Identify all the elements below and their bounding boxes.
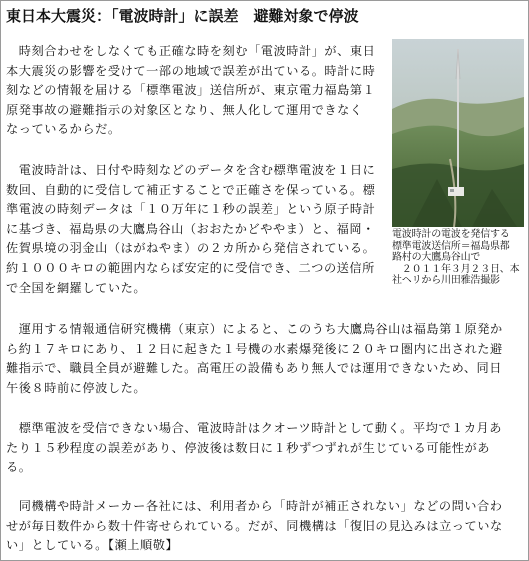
text-line: 同機構や時計メーカー各社には、利用者から「時計が補正されない」などの問い合わ [6,499,503,513]
text-line: せが毎日数件から数十件寄せられている。だが、同機構は「復旧の見込みは立っていな [6,518,503,533]
text-line: 午後８時前に停波した。 [6,380,147,395]
text-line: い」としている。【瀬上順敬】 [6,538,179,553]
text-line: 電波時計は、日付や時刻などのデータを含む標準電波を１日に [6,163,376,177]
text-line: 原発事故の避難指示の対象区となり、無人化して運用できなく [6,102,363,117]
text-line: 難指示で、職員全員が避難した。高電圧の設備もあり無人では運用できないため、同日 [6,361,503,376]
text-line: 標準電波を受信できない場合、電波時計はクオーツ時計として動く。平均で１カ月あ [6,421,503,435]
text-line: 佐賀県境の羽金山（はがねやま）の２カ所から発信されている。 [6,241,376,256]
paragraph-5 [6,497,526,556]
caption-line: ２０１１年３月２３日、本 [392,263,520,275]
paragraph-3 [6,320,526,398]
text-line: 本大震災の影響を受けて一部の地域で誤差が出ている。時計に時 [6,63,376,78]
text-line: 時刻合わせをしなくても正確な時を刻む「電波時計」が、東日 [6,44,376,58]
text-line: で全国を網羅していた。 [6,280,147,295]
caption-line: 路村の大鷹鳥谷山で [392,252,481,263]
article-headline: 東日本大震災：「電波時計」に誤差 避難対象で停波 [6,7,359,25]
text-line: たり１５秒程度の誤差があり、停波後は数日に１秒ずつずれが生じている可能性があ [6,440,491,455]
text-line: に基づき、福島県の大鷹鳥谷山（おおたかどややま）と、福岡・ [6,221,375,236]
caption-line: 社ヘリから川田雅浩撮影 [392,275,500,286]
text-line: 刻などの情報を届ける「標準電波」送信所が、東京電力福島第１ [6,83,376,98]
caption-line: 電波時計の電波を発信する [392,229,510,240]
paragraph-4 [6,419,526,478]
photo-caption [392,229,524,287]
caption-line: 標準電波送信所＝福島県都 [392,240,510,252]
transmitter-photo [392,39,524,227]
paragraph-2 [6,161,388,298]
paragraph-1 [6,42,388,140]
text-line: ら約１７キロにあり、１２日に起きた１号機の水素爆発後に２０キロ圏内に出された避 [6,341,503,356]
photo-figure [392,39,524,287]
text-line: 約１０００キロの範囲内ならば安定的に受信でき、二つの送信所 [6,260,375,275]
text-line: 数回、自動的に受信して補正することで正確さを保っている。標 [6,182,376,197]
text-line: 準電波の時刻データは「１０万年に１秒の誤差」という原子時計 [6,202,376,217]
text-line: なっているからだ。 [6,122,121,137]
text-line: 運用する情報通信研究機構（東京）によると、このうち大鷹鳥谷山は福島第１原発か [6,322,503,336]
text-line: る。 [6,460,32,475]
